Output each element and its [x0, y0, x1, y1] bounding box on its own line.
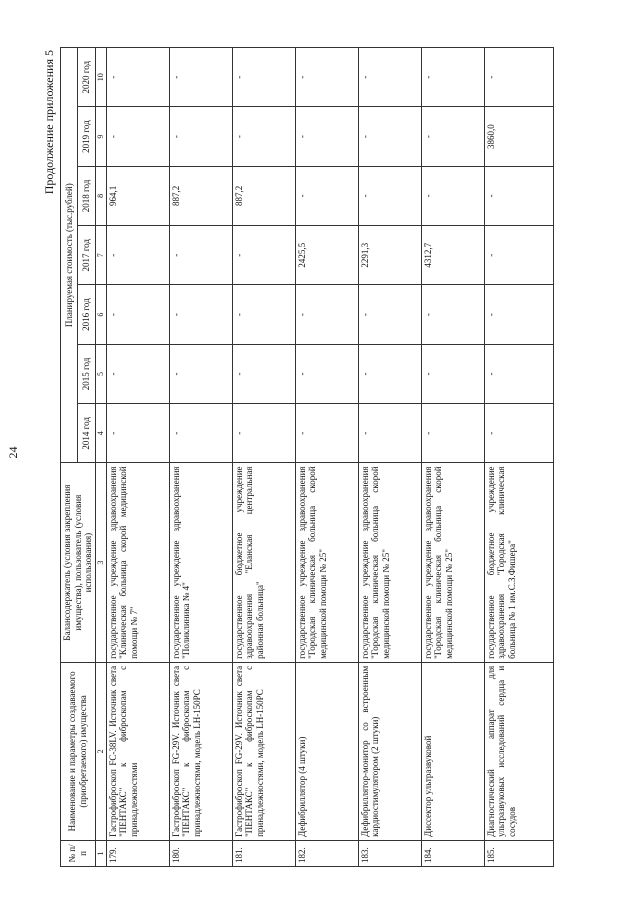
- cost-2020: -: [421, 48, 484, 107]
- balance-holder: государственное учреждение здравоохранения "Поликлиника № 4": [169, 463, 232, 662]
- cost-2019: 3860,0: [484, 107, 553, 166]
- row-number: 180.: [169, 840, 232, 866]
- header-year: 2017 год: [78, 226, 95, 285]
- table-row: [421, 48, 484, 867]
- item-name: Диагностический аппарат для ультразвуковых исследований сердца и сосудов: [484, 662, 553, 840]
- cost-2015: -: [232, 344, 295, 403]
- header-year: 2018 год: [78, 166, 95, 225]
- row-number: 182.: [295, 840, 358, 866]
- cost-2016: -: [421, 285, 484, 344]
- item-name: Диссектор ультразвуковой: [421, 662, 484, 840]
- cost-2017: 2291,3: [358, 226, 421, 285]
- cost-2018: -: [484, 166, 553, 225]
- column-number: 2: [95, 662, 106, 840]
- cost-2015: -: [295, 344, 358, 403]
- cost-2018: -: [295, 166, 358, 225]
- column-number: 4: [95, 404, 106, 463]
- header-year: 2015 год: [78, 344, 95, 403]
- item-name: Гастрофиброскоп FG-29V. Источник света "ПЕНТАКС" к фиброскопам с принадлежностями, модель LH-150PC: [169, 662, 232, 840]
- cost-2016: -: [358, 285, 421, 344]
- cost-2014: -: [484, 404, 553, 463]
- header-year: 2016 год: [78, 285, 95, 344]
- cost-2018: -: [421, 166, 484, 225]
- cost-2020: -: [358, 48, 421, 107]
- cost-2016: -: [106, 285, 169, 344]
- cost-2014: -: [358, 404, 421, 463]
- table-row: [295, 48, 358, 867]
- balance-holder: государственное учреждение здравоохранения "Городская клиническая больница скорой медицинской помощи № 25": [421, 463, 484, 662]
- cost-2020: -: [106, 48, 169, 107]
- cost-2014: -: [232, 404, 295, 463]
- cost-2014: -: [421, 404, 484, 463]
- cost-2015: -: [358, 344, 421, 403]
- row-number: 179.: [106, 840, 169, 866]
- page-number: 24: [6, 446, 20, 459]
- item-name: Дефибриллятор-монитор со встроенным кардиостимулятором (2 штуки): [358, 662, 421, 840]
- cost-2016: -: [232, 285, 295, 344]
- header-year: 2020 год: [78, 48, 95, 107]
- cost-2018: 964,1: [106, 166, 169, 225]
- balance-holder: государственное учреждение здравоохранения "Городская клиническая больница скорой медицинской помощи № 25": [358, 463, 421, 662]
- continuation-label: Продолжение приложения 5: [42, 50, 56, 195]
- header-cost-group: Планируемая стоимость (тыс.рублей): [61, 48, 78, 463]
- cost-2015: -: [169, 344, 232, 403]
- cost-2020: -: [169, 48, 232, 107]
- table-row: [106, 48, 169, 867]
- balance-holder: государственное бюджетное учреждение здравоохранения "Еланская центральная районная больница": [232, 463, 295, 662]
- cost-2015: -: [484, 344, 553, 403]
- cost-2017: -: [106, 226, 169, 285]
- cost-2015: -: [421, 344, 484, 403]
- row-number: 184.: [421, 840, 484, 866]
- cost-2020: -: [232, 48, 295, 107]
- cost-2017: 2425,5: [295, 226, 358, 285]
- column-number: 5: [95, 344, 106, 403]
- table-row: [358, 48, 421, 867]
- cost-2019: -: [421, 107, 484, 166]
- cost-2019: -: [295, 107, 358, 166]
- cost-2017: 4312,7: [421, 226, 484, 285]
- column-number: 3: [95, 463, 106, 662]
- table-row: [169, 48, 232, 867]
- item-name: Гастрофиброскоп FC-38LV. Источник света "ПЕНТАКС" к фиброскопам с принадлежностями: [106, 662, 169, 840]
- cost-2014: -: [295, 404, 358, 463]
- header-name: Наименование и параметры создаваемого (приобретаемого) имущества: [61, 662, 96, 840]
- cost-2020: -: [484, 48, 553, 107]
- row-number: 183.: [358, 840, 421, 866]
- cost-2014: -: [169, 404, 232, 463]
- cost-2015: -: [106, 344, 169, 403]
- table-row: [232, 48, 295, 867]
- cost-2019: -: [106, 107, 169, 166]
- item-name: Дефибриллятор (4 штуки): [295, 662, 358, 840]
- column-number: 9: [95, 107, 106, 166]
- cost-2018: -: [358, 166, 421, 225]
- cost-2017: -: [232, 226, 295, 285]
- cost-2017: -: [169, 226, 232, 285]
- cost-2017: -: [484, 226, 553, 285]
- item-name: Гастрофиброскоп FG-29V. Источник света "ПЕНТАКС" к фиброскопам с принадлежностями, модель LH-150PC: [232, 662, 295, 840]
- cost-2019: -: [358, 107, 421, 166]
- balance-holder: государственное учреждение здравоохранения "Городская клиническая больница скорой медицинской помощи № 25": [295, 463, 358, 662]
- column-number: 10: [95, 48, 106, 107]
- cost-2016: -: [295, 285, 358, 344]
- cost-2019: -: [232, 107, 295, 166]
- row-number: 181.: [232, 840, 295, 866]
- balance-holder: государственное бюджетное учреждение здравоохранения "Городская клиническая больница № 1 им.С.З.Фишера": [484, 463, 553, 662]
- column-number: 7: [95, 226, 106, 285]
- balance-holder: государственное учреждение здравоохранения "Клиническая больница скорой медицинской помощи № 7": [106, 463, 169, 662]
- header-year: 2014 год: [78, 404, 95, 463]
- cost-2016: -: [484, 285, 553, 344]
- header-year: 2019 год: [78, 107, 95, 166]
- column-number: 8: [95, 166, 106, 225]
- cost-2020: -: [295, 48, 358, 107]
- table-row: [484, 48, 553, 867]
- column-number: 1: [95, 840, 106, 866]
- cost-2014: -: [106, 404, 169, 463]
- row-number: 185.: [484, 840, 553, 866]
- header-holder: Балансодержатель (условия закрепления имущества), пользователь (условия использования): [61, 463, 96, 662]
- cost-2018: 887,2: [169, 166, 232, 225]
- column-number: 6: [95, 285, 106, 344]
- cost-2016: -: [169, 285, 232, 344]
- property-table: [60, 47, 554, 867]
- header-no: № п/п: [61, 840, 96, 866]
- cost-2018: 887,2: [232, 166, 295, 225]
- cost-2019: -: [169, 107, 232, 166]
